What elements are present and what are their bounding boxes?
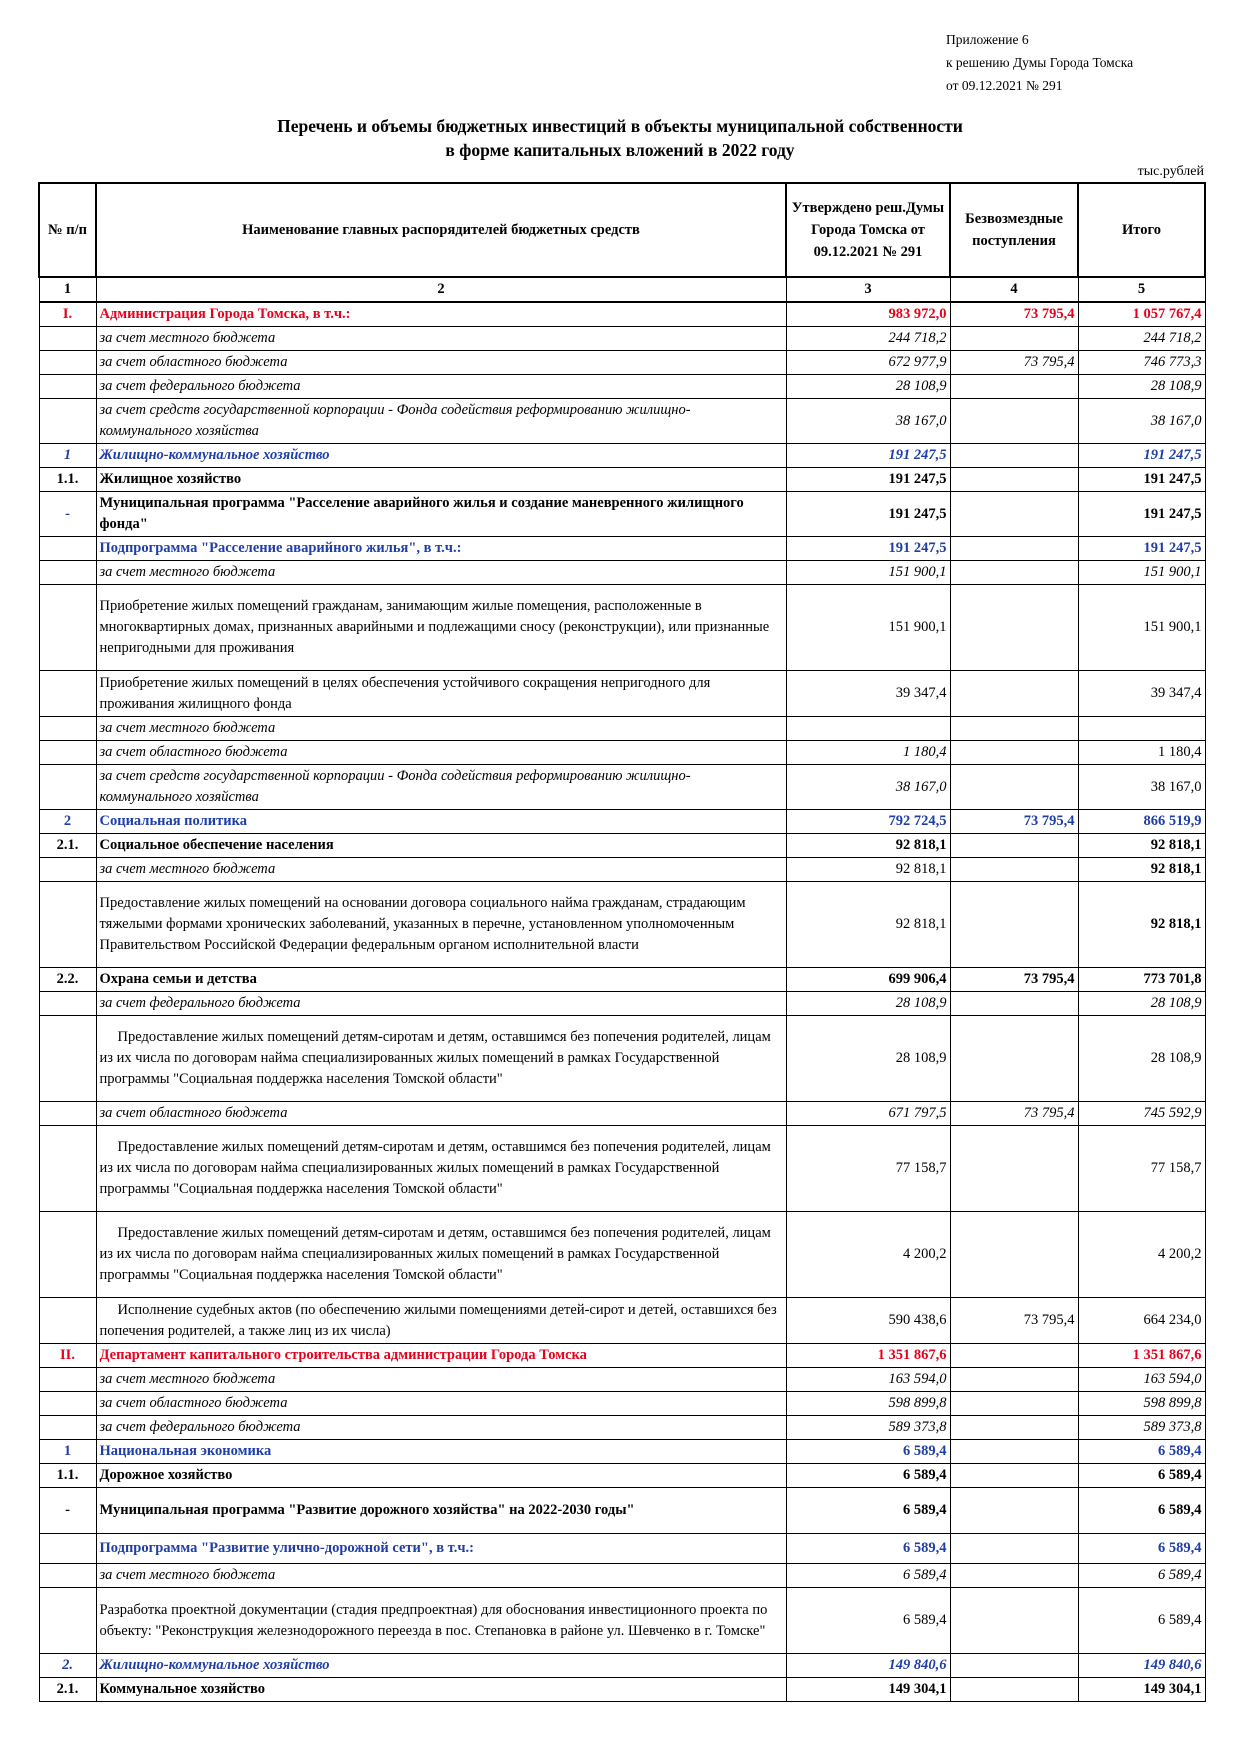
row-total: 191 247,5 bbox=[1078, 492, 1205, 537]
row-approved: 6 589,4 bbox=[786, 1534, 950, 1564]
row-grants bbox=[950, 741, 1078, 765]
table-row bbox=[39, 1488, 1205, 1534]
table-row bbox=[39, 492, 1205, 537]
row-grants bbox=[950, 327, 1078, 351]
row-name: Социальная политика bbox=[96, 810, 786, 834]
row-name: за счет местного бюджета bbox=[96, 327, 786, 351]
row-total: 6 589,4 bbox=[1078, 1488, 1205, 1534]
row-name: за счет областного бюджета bbox=[96, 1392, 786, 1416]
row-name: Разработка проектной документации (стадия предпроектная) для обоснования инвестиционного проекта по объекту: "Реконструкция железнодорожного переезда в пос. Степановка в районе ул. Шевченко в г. Томске" bbox=[96, 1588, 786, 1654]
table-row bbox=[39, 765, 1205, 810]
header-grants: Безвозмездные поступления bbox=[950, 183, 1078, 277]
row-num bbox=[39, 858, 96, 882]
row-approved: 699 906,4 bbox=[786, 968, 950, 992]
row-grants bbox=[950, 1488, 1078, 1534]
row-name: Исполнение судебных актов (по обеспечению жилыми помещениями детей-сирот и детей, оставшихся без попечения родителей, а также лиц из их числа) bbox=[96, 1298, 786, 1344]
row-grants: 73 795,4 bbox=[950, 1102, 1078, 1126]
row-total: 598 899,8 bbox=[1078, 1392, 1205, 1416]
table-row bbox=[39, 1016, 1205, 1102]
row-grants: 73 795,4 bbox=[950, 968, 1078, 992]
row-total: 4 200,2 bbox=[1078, 1212, 1205, 1298]
row-name: за счет областного бюджета bbox=[96, 1102, 786, 1126]
row-total: 191 247,5 bbox=[1078, 537, 1205, 561]
table-row bbox=[39, 561, 1205, 585]
row-name: Коммунальное хозяйство bbox=[96, 1678, 786, 1702]
table-row bbox=[39, 1440, 1205, 1464]
row-name: Жилищно-коммунальное хозяйство bbox=[96, 444, 786, 468]
row-num: 2.1. bbox=[39, 834, 96, 858]
row-approved: 151 900,1 bbox=[786, 561, 950, 585]
header-name: Наименование главных распорядителей бюджетных средств bbox=[96, 183, 786, 277]
row-approved: 163 594,0 bbox=[786, 1368, 950, 1392]
row-total: 6 589,4 bbox=[1078, 1440, 1205, 1464]
row-grants bbox=[950, 1368, 1078, 1392]
table-row bbox=[39, 302, 1205, 327]
table-row bbox=[39, 671, 1205, 717]
table-row bbox=[39, 444, 1205, 468]
row-approved: 6 589,4 bbox=[786, 1440, 950, 1464]
row-approved: 6 589,4 bbox=[786, 1588, 950, 1654]
table-row bbox=[39, 1392, 1205, 1416]
row-num: - bbox=[39, 1488, 96, 1534]
row-approved: 92 818,1 bbox=[786, 882, 950, 968]
row-num bbox=[39, 717, 96, 741]
row-approved: 92 818,1 bbox=[786, 834, 950, 858]
row-name: Приобретение жилых помещений гражданам, занимающим жилые помещения, расположенные в многоквартирных домах, признанных аварийными и подлежащими сносу (реконструкции), или признанные непригодными для проживания bbox=[96, 585, 786, 671]
table-row bbox=[39, 399, 1205, 444]
row-name: Муниципальная программа "Расселение аварийного жилья и создание маневренного жилищного фонда" bbox=[96, 492, 786, 537]
row-total: 244 718,2 bbox=[1078, 327, 1205, 351]
row-approved: 244 718,2 bbox=[786, 327, 950, 351]
row-num bbox=[39, 1126, 96, 1212]
row-approved: 191 247,5 bbox=[786, 537, 950, 561]
table-row bbox=[39, 468, 1205, 492]
table-row bbox=[39, 1564, 1205, 1588]
row-grants bbox=[950, 765, 1078, 810]
row-grants bbox=[950, 561, 1078, 585]
row-num bbox=[39, 375, 96, 399]
row-num bbox=[39, 1212, 96, 1298]
row-total: 28 108,9 bbox=[1078, 375, 1205, 399]
row-total: 28 108,9 bbox=[1078, 1016, 1205, 1102]
row-approved: 92 818,1 bbox=[786, 858, 950, 882]
row-name: Жилищно-коммунальное хозяйство bbox=[96, 1654, 786, 1678]
row-num: 1 bbox=[39, 444, 96, 468]
row-num bbox=[39, 561, 96, 585]
column-numbers-row bbox=[39, 277, 1205, 302]
table-row bbox=[39, 717, 1205, 741]
investments-table bbox=[38, 182, 1206, 1702]
row-total: 151 900,1 bbox=[1078, 561, 1205, 585]
table-row bbox=[39, 1298, 1205, 1344]
row-name: Предоставление жилых помещений на основании договора социального найма гражданам, страдающим тяжелыми формами хронических заболеваний, указанных в перечне, установленном уполномоченным Правительством Российской Федерации федеральным органом исполнительной власти bbox=[96, 882, 786, 968]
row-name: Подпрограмма "Развитие улично-дорожной сети", в т.ч.: bbox=[96, 1534, 786, 1564]
row-total: 149 304,1 bbox=[1078, 1678, 1205, 1702]
row-total: 1 351 867,6 bbox=[1078, 1344, 1205, 1368]
row-name: Жилищное хозяйство bbox=[96, 468, 786, 492]
row-grants bbox=[950, 858, 1078, 882]
row-total: 1 180,4 bbox=[1078, 741, 1205, 765]
appendix-line-3: от 09.12.2021 № 291 bbox=[946, 78, 1063, 93]
document-title bbox=[0, 114, 1240, 162]
row-name: Предоставление жилых помещений детям-сиротам и детям, оставшимся без попечения родителей, лицам из их числа по договорам найма специализированных жилых помещений в рамках Государственной программы "Социальная поддержка населения Томской области" bbox=[96, 1212, 786, 1298]
table-row bbox=[39, 375, 1205, 399]
row-total: 191 247,5 bbox=[1078, 468, 1205, 492]
row-grants bbox=[950, 537, 1078, 561]
row-name: за счет федерального бюджета bbox=[96, 375, 786, 399]
row-grants bbox=[950, 1564, 1078, 1588]
table-row bbox=[39, 1416, 1205, 1440]
row-num: 1.1. bbox=[39, 468, 96, 492]
row-grants bbox=[950, 1654, 1078, 1678]
row-num bbox=[39, 1368, 96, 1392]
row-total: 745 592,9 bbox=[1078, 1102, 1205, 1126]
table-row bbox=[39, 585, 1205, 671]
row-grants: 73 795,4 bbox=[950, 351, 1078, 375]
table-row bbox=[39, 1588, 1205, 1654]
row-num bbox=[39, 1416, 96, 1440]
row-approved: 28 108,9 bbox=[786, 375, 950, 399]
table-header-row bbox=[39, 183, 1205, 277]
row-total: 151 900,1 bbox=[1078, 585, 1205, 671]
row-num bbox=[39, 1588, 96, 1654]
column-number: 3 bbox=[786, 277, 950, 302]
row-total: 163 594,0 bbox=[1078, 1368, 1205, 1392]
row-approved: 149 840,6 bbox=[786, 1654, 950, 1678]
row-num bbox=[39, 765, 96, 810]
row-grants bbox=[950, 1392, 1078, 1416]
table-row bbox=[39, 882, 1205, 968]
row-num: 2 bbox=[39, 810, 96, 834]
row-num bbox=[39, 351, 96, 375]
row-grants: 73 795,4 bbox=[950, 810, 1078, 834]
row-num bbox=[39, 327, 96, 351]
row-grants bbox=[950, 1416, 1078, 1440]
row-grants: 73 795,4 bbox=[950, 302, 1078, 327]
row-num bbox=[39, 741, 96, 765]
row-num bbox=[39, 1564, 96, 1588]
row-name: за счет областного бюджета bbox=[96, 351, 786, 375]
row-total: 6 589,4 bbox=[1078, 1588, 1205, 1654]
row-approved: 191 247,5 bbox=[786, 444, 950, 468]
table-row bbox=[39, 858, 1205, 882]
row-num bbox=[39, 1102, 96, 1126]
row-num: 2.1. bbox=[39, 1678, 96, 1702]
row-name: за счет местного бюджета bbox=[96, 717, 786, 741]
table-row bbox=[39, 1464, 1205, 1488]
table-row bbox=[39, 1102, 1205, 1126]
row-name: Национальная экономика bbox=[96, 1440, 786, 1464]
row-num: 1 bbox=[39, 1440, 96, 1464]
row-total: 589 373,8 bbox=[1078, 1416, 1205, 1440]
row-num bbox=[39, 1016, 96, 1102]
row-grants bbox=[950, 444, 1078, 468]
row-grants bbox=[950, 399, 1078, 444]
row-approved: 77 158,7 bbox=[786, 1126, 950, 1212]
table-row bbox=[39, 1368, 1205, 1392]
row-total: 773 701,8 bbox=[1078, 968, 1205, 992]
header-total: Итого bbox=[1078, 183, 1205, 277]
row-name: за счет местного бюджета bbox=[96, 858, 786, 882]
row-total: 866 519,9 bbox=[1078, 810, 1205, 834]
row-num: II. bbox=[39, 1344, 96, 1368]
row-approved: 191 247,5 bbox=[786, 468, 950, 492]
table-row bbox=[39, 968, 1205, 992]
row-total: 746 773,3 bbox=[1078, 351, 1205, 375]
row-approved: 671 797,5 bbox=[786, 1102, 950, 1126]
row-total: 191 247,5 bbox=[1078, 444, 1205, 468]
row-name: за счет местного бюджета bbox=[96, 561, 786, 585]
row-name: Предоставление жилых помещений детям-сиротам и детям, оставшимся без попечения родителей, лицам из их числа по договорам найма специализированных жилых помещений в рамках Государственной программы "Социальная поддержка населения Томской области" bbox=[96, 1126, 786, 1212]
row-approved: 38 167,0 bbox=[786, 399, 950, 444]
row-num bbox=[39, 882, 96, 968]
row-total: 38 167,0 bbox=[1078, 765, 1205, 810]
row-total: 92 818,1 bbox=[1078, 858, 1205, 882]
row-name: за счет местного бюджета bbox=[96, 1564, 786, 1588]
row-grants bbox=[950, 992, 1078, 1016]
row-approved: 1 180,4 bbox=[786, 741, 950, 765]
row-approved: 191 247,5 bbox=[786, 492, 950, 537]
table-row bbox=[39, 1654, 1205, 1678]
row-grants bbox=[950, 1440, 1078, 1464]
row-num: 1.1. bbox=[39, 1464, 96, 1488]
row-name: Дорожное хозяйство bbox=[96, 1464, 786, 1488]
row-num bbox=[39, 585, 96, 671]
table-row bbox=[39, 741, 1205, 765]
header-num: № п/п bbox=[39, 183, 96, 277]
column-number: 2 bbox=[96, 277, 786, 302]
table-row bbox=[39, 1678, 1205, 1702]
row-num: 2. bbox=[39, 1654, 96, 1678]
row-approved: 672 977,9 bbox=[786, 351, 950, 375]
row-name: Подпрограмма "Расселение аварийного жилья", в т.ч.: bbox=[96, 537, 786, 561]
row-num bbox=[39, 399, 96, 444]
row-num: - bbox=[39, 492, 96, 537]
row-grants bbox=[950, 585, 1078, 671]
table-row bbox=[39, 1126, 1205, 1212]
row-approved: 6 589,4 bbox=[786, 1488, 950, 1534]
row-grants bbox=[950, 717, 1078, 741]
row-total: 28 108,9 bbox=[1078, 992, 1205, 1016]
row-approved: 590 438,6 bbox=[786, 1298, 950, 1344]
row-total: 1 057 767,4 bbox=[1078, 302, 1205, 327]
row-grants bbox=[950, 1016, 1078, 1102]
row-approved bbox=[786, 717, 950, 741]
title-line-2: в форме капитальных вложений в 2022 году bbox=[445, 140, 795, 160]
row-grants bbox=[950, 375, 1078, 399]
row-num bbox=[39, 992, 96, 1016]
row-grants bbox=[950, 1678, 1078, 1702]
row-num bbox=[39, 537, 96, 561]
row-name: Администрация Города Томска, в т.ч.: bbox=[96, 302, 786, 327]
row-name: за счет федерального бюджета bbox=[96, 992, 786, 1016]
row-grants bbox=[950, 1126, 1078, 1212]
table-row bbox=[39, 810, 1205, 834]
row-total: 664 234,0 bbox=[1078, 1298, 1205, 1344]
table-row bbox=[39, 327, 1205, 351]
row-approved: 1 351 867,6 bbox=[786, 1344, 950, 1368]
row-total: 92 818,1 bbox=[1078, 834, 1205, 858]
row-num: 2.2. bbox=[39, 968, 96, 992]
row-approved: 598 899,8 bbox=[786, 1392, 950, 1416]
row-num bbox=[39, 1392, 96, 1416]
table-row bbox=[39, 992, 1205, 1016]
table-row bbox=[39, 1212, 1205, 1298]
row-name: за счет средств государственной корпорации - Фонда содействия реформированию жилищно-коммунального хозяйства bbox=[96, 765, 786, 810]
column-number: 4 bbox=[950, 277, 1078, 302]
row-name: за счет федерального бюджета bbox=[96, 1416, 786, 1440]
row-approved: 149 304,1 bbox=[786, 1678, 950, 1702]
row-num: I. bbox=[39, 302, 96, 327]
row-approved: 38 167,0 bbox=[786, 765, 950, 810]
table-row bbox=[39, 1534, 1205, 1564]
table-row bbox=[39, 351, 1205, 375]
row-approved: 4 200,2 bbox=[786, 1212, 950, 1298]
row-grants bbox=[950, 1588, 1078, 1654]
title-line-1: Перечень и объемы бюджетных инвестиций в объекты муниципальной собственности bbox=[277, 116, 963, 136]
table-row bbox=[39, 537, 1205, 561]
row-name: за счет местного бюджета bbox=[96, 1368, 786, 1392]
row-grants: 73 795,4 bbox=[950, 1298, 1078, 1344]
row-num bbox=[39, 1534, 96, 1564]
row-approved: 28 108,9 bbox=[786, 992, 950, 1016]
row-total: 6 589,4 bbox=[1078, 1534, 1205, 1564]
table-row bbox=[39, 1344, 1205, 1368]
row-grants bbox=[950, 468, 1078, 492]
row-approved: 983 972,0 bbox=[786, 302, 950, 327]
appendix-note bbox=[946, 28, 1133, 97]
row-approved: 792 724,5 bbox=[786, 810, 950, 834]
row-name: Приобретение жилых помещений в целях обеспечения устойчивого сокращения непригодного для проживания жилищного фонда bbox=[96, 671, 786, 717]
appendix-line-1: Приложение 6 bbox=[946, 32, 1029, 47]
row-grants bbox=[950, 492, 1078, 537]
table-row bbox=[39, 834, 1205, 858]
row-approved: 151 900,1 bbox=[786, 585, 950, 671]
row-total: 92 818,1 bbox=[1078, 882, 1205, 968]
row-grants bbox=[950, 1212, 1078, 1298]
row-approved: 39 347,4 bbox=[786, 671, 950, 717]
appendix-line-2: к решению Думы Города Томска bbox=[946, 55, 1134, 70]
row-total bbox=[1078, 717, 1205, 741]
row-approved: 6 589,4 bbox=[786, 1564, 950, 1588]
row-grants bbox=[950, 882, 1078, 968]
column-number: 1 bbox=[39, 277, 96, 302]
row-approved: 589 373,8 bbox=[786, 1416, 950, 1440]
row-grants bbox=[950, 1464, 1078, 1488]
row-total: 77 158,7 bbox=[1078, 1126, 1205, 1212]
row-name: Охрана семьи и детства bbox=[96, 968, 786, 992]
row-total: 149 840,6 bbox=[1078, 1654, 1205, 1678]
row-approved: 28 108,9 bbox=[786, 1016, 950, 1102]
row-name: за счет областного бюджета bbox=[96, 741, 786, 765]
row-name: Предоставление жилых помещений детям-сиротам и детям, оставшимся без попечения родителей, лицам из их числа по договорам найма специализированных жилых помещений в рамках Государственной программы "Социальная поддержка населения Томской области" bbox=[96, 1016, 786, 1102]
row-name: Муниципальная программа "Развитие дорожного хозяйства" на 2022-2030 годы" bbox=[96, 1488, 786, 1534]
row-name: Социальное обеспечение населения bbox=[96, 834, 786, 858]
row-num bbox=[39, 671, 96, 717]
header-approved: Утверждено реш.Думы Города Томска от 09.12.2021 № 291 bbox=[786, 183, 950, 277]
row-grants bbox=[950, 671, 1078, 717]
row-approved: 6 589,4 bbox=[786, 1464, 950, 1488]
units-label: тыс.рублей bbox=[1137, 164, 1204, 179]
column-number: 5 bbox=[1078, 277, 1205, 302]
row-name: за счет средств государственной корпорации - Фонда содействия реформированию жилищно-коммунального хозяйства bbox=[96, 399, 786, 444]
row-grants bbox=[950, 1344, 1078, 1368]
row-num bbox=[39, 1298, 96, 1344]
row-total: 38 167,0 bbox=[1078, 399, 1205, 444]
row-grants bbox=[950, 1534, 1078, 1564]
row-total: 6 589,4 bbox=[1078, 1564, 1205, 1588]
row-name: Департамент капитального строительства администрации Города Томска bbox=[96, 1344, 786, 1368]
row-grants bbox=[950, 834, 1078, 858]
row-total: 6 589,4 bbox=[1078, 1464, 1205, 1488]
row-total: 39 347,4 bbox=[1078, 671, 1205, 717]
